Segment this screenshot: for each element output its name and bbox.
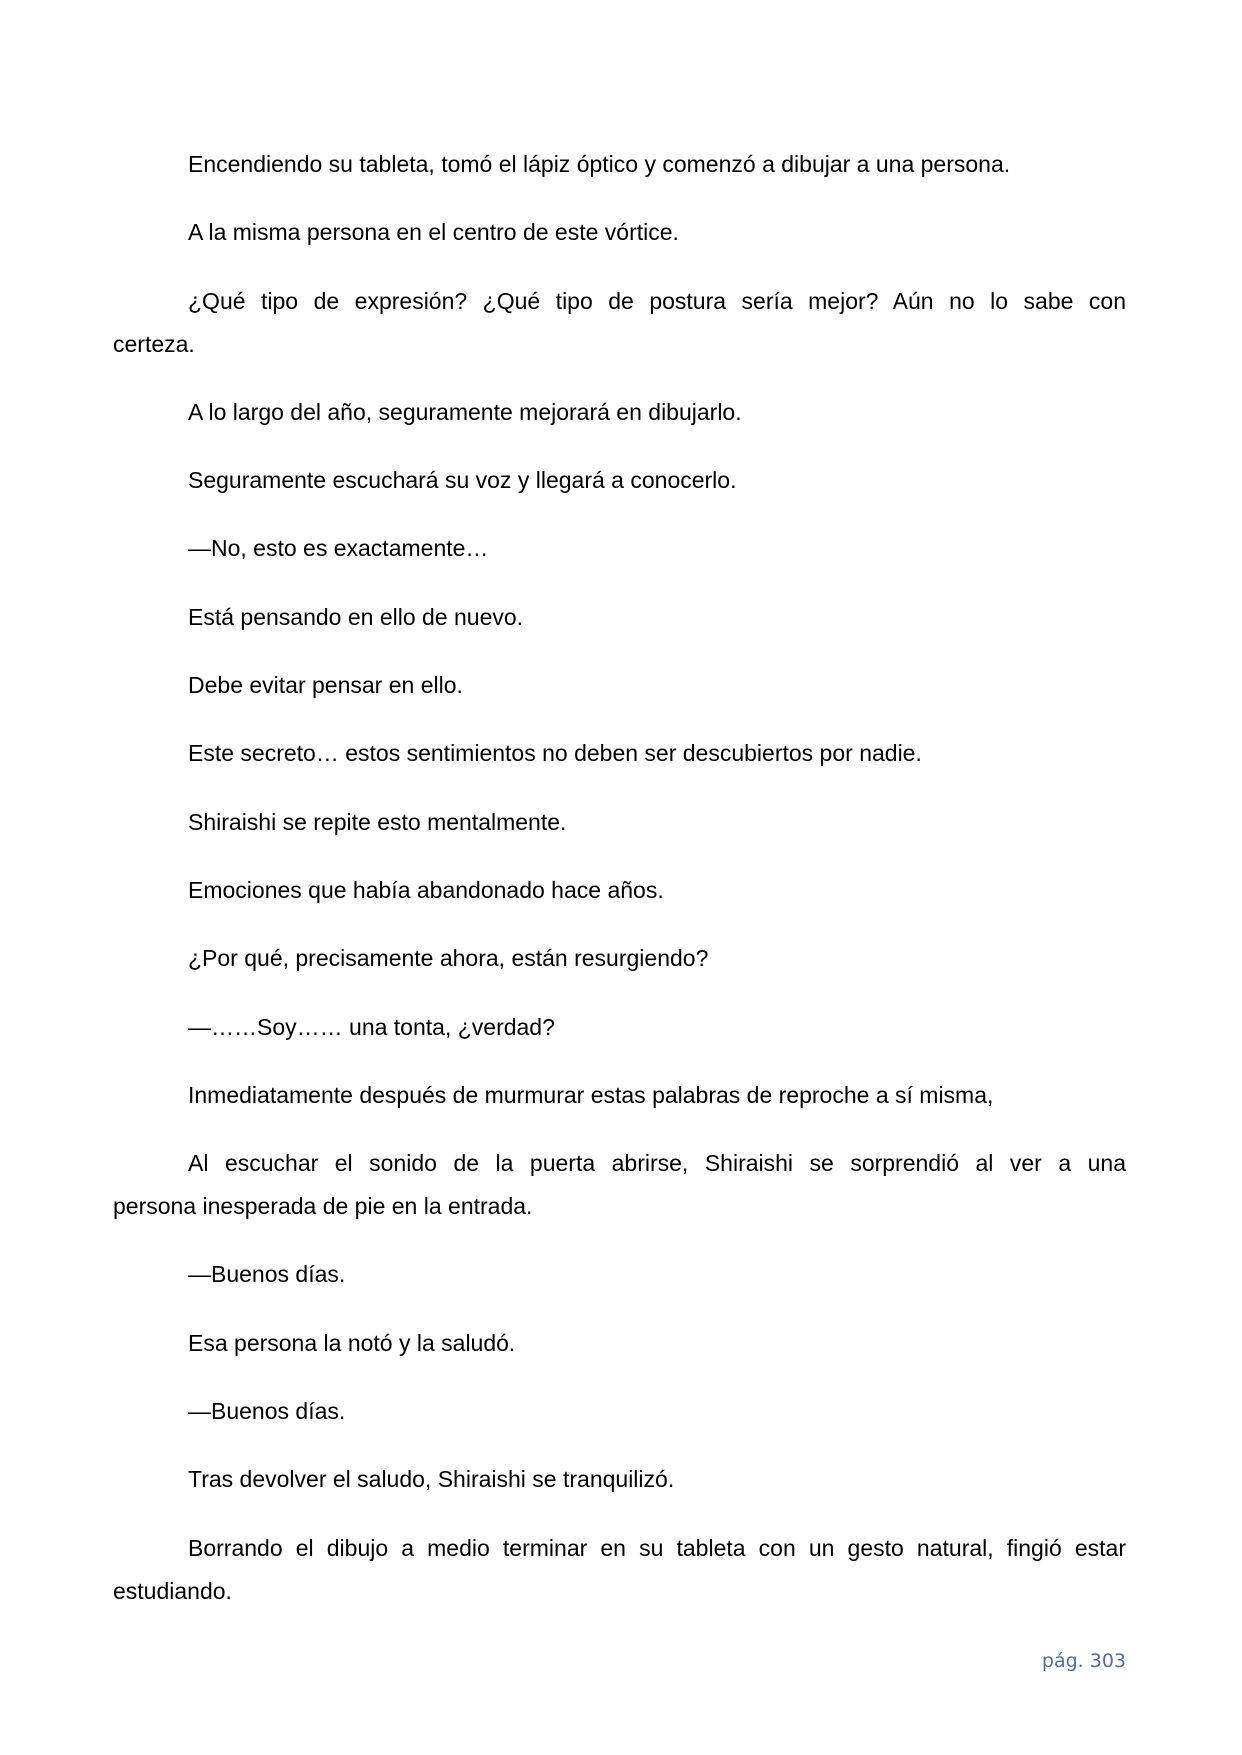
paragraph bbox=[113, 391, 1126, 434]
paragraph-line: —No, esto es exactamente… bbox=[188, 535, 489, 562]
paragraph-line: Emociones que había abandonado hace años. bbox=[188, 876, 664, 903]
paragraph-line: persona inesperada de pie en la entrada. bbox=[113, 1193, 533, 1220]
paragraph-line: —Buenos días. bbox=[188, 1398, 346, 1425]
paragraph-line: Shiraishi se repite esto mentalmente. bbox=[188, 808, 567, 835]
paragraph bbox=[113, 937, 1126, 980]
paragraph bbox=[113, 801, 1126, 844]
paragraph-line: Esa persona la notó y la saludó. bbox=[188, 1329, 516, 1356]
paragraph bbox=[113, 1527, 1126, 1613]
page-number: pág. 303 bbox=[1041, 1650, 1126, 1672]
text-body bbox=[113, 143, 1126, 1638]
paragraph bbox=[113, 1074, 1126, 1117]
paragraph bbox=[113, 732, 1126, 775]
paragraph-line: Borrando el dibujo a medio terminar en su tableta con un gesto natural, fingió estar bbox=[188, 1534, 1126, 1561]
paragraph bbox=[113, 1006, 1126, 1049]
paragraph-line: A lo largo del año, seguramente mejorará en dibujarlo. bbox=[188, 398, 742, 425]
paragraph-line: Está pensando en ello de nuevo. bbox=[188, 603, 524, 630]
paragraph-line: —Buenos días. bbox=[188, 1261, 346, 1288]
paragraph bbox=[113, 143, 1126, 186]
paragraph-line: —……Soy…… una tonta, ¿verdad? bbox=[188, 1013, 555, 1040]
paragraph bbox=[113, 1458, 1126, 1501]
paragraph bbox=[113, 527, 1126, 570]
paragraph-line: Este secreto… estos sentimientos no deben ser descubiertos por nadie. bbox=[188, 740, 922, 767]
paragraph bbox=[113, 869, 1126, 912]
paragraph-line: ¿Qué tipo de expresión? ¿Qué tipo de postura sería mejor? Aún no lo sabe con bbox=[188, 287, 1126, 314]
paragraph bbox=[113, 211, 1126, 254]
paragraph-line: A la misma persona en el centro de este vórtice. bbox=[188, 219, 679, 246]
paragraph bbox=[113, 1253, 1126, 1296]
paragraph bbox=[113, 1142, 1126, 1228]
paragraph bbox=[113, 1390, 1126, 1433]
paragraph-line: estudiando. bbox=[113, 1577, 232, 1604]
paragraph bbox=[113, 459, 1126, 502]
paragraph bbox=[113, 596, 1126, 639]
paragraph bbox=[113, 280, 1126, 366]
paragraph bbox=[113, 1322, 1126, 1365]
paragraph-line: Encendiendo su tableta, tomó el lápiz óptico y comenzó a dibujar a una persona. bbox=[188, 151, 1011, 177]
paragraph-line: Al escuchar el sonido de la puerta abrirse, Shiraishi se sorprendió al ver a una bbox=[188, 1150, 1126, 1177]
paragraph-line: certeza. bbox=[113, 330, 195, 357]
paragraph-line: Tras devolver el saludo, Shiraishi se tranquilizó. bbox=[188, 1466, 675, 1493]
paragraph-line: Inmediatamente después de murmurar estas palabras de reproche a sí misma, bbox=[188, 1081, 994, 1108]
paragraph-line: Debe evitar pensar en ello. bbox=[188, 672, 463, 699]
paragraph-line: Seguramente escuchará su voz y llegará a conocerlo. bbox=[188, 467, 737, 494]
paragraph bbox=[113, 664, 1126, 707]
paragraph-line: ¿Por qué, precisamente ahora, están resurgiendo? bbox=[188, 945, 709, 972]
